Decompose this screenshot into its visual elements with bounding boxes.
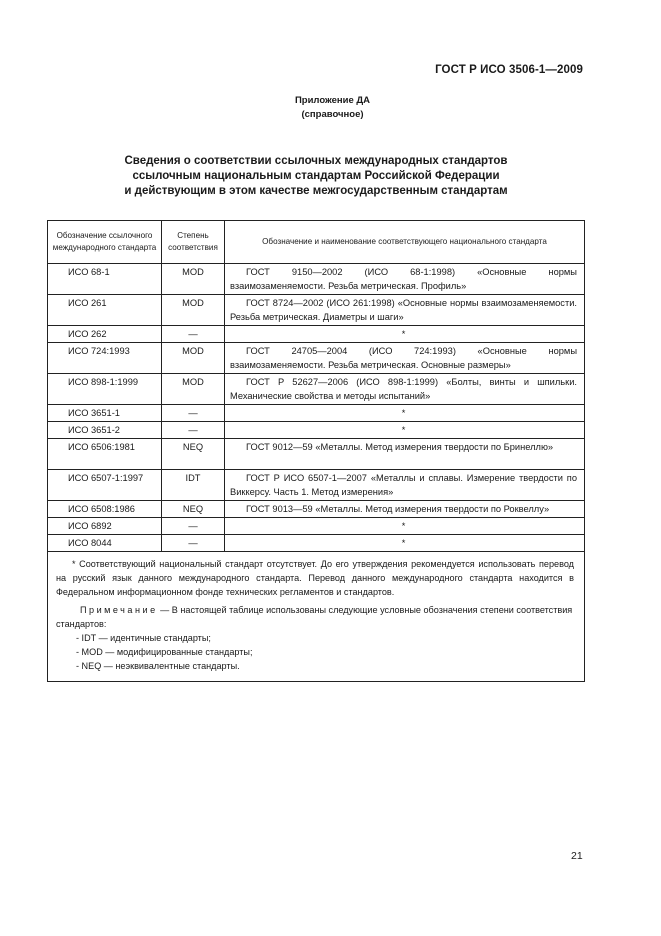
cell-national [225,264,585,295]
header-degree-of-correspondence: Степень соответствия [162,221,225,264]
table-row [48,295,585,326]
cell-national: * [225,326,585,343]
cell-degree: MOD [162,264,225,295]
annex-subtitle: (справочное) [301,109,364,120]
cell-degree: NEQ [162,439,225,470]
standards-correspondence-table [47,220,585,682]
cell-reference: ИСО 6507-1:1997 [48,470,162,501]
cell-degree: IDT [162,470,225,501]
table-row [48,470,585,501]
cell-national [225,439,585,470]
document-title-line-2: ссылочным национальным стандартам Российской Федерации [132,170,500,182]
document-title-line-3: и действующим в этом качестве межгосударственным стандартам [124,185,508,197]
page-number: 21 [571,850,583,862]
table-row [48,535,585,552]
cell-degree: — [162,405,225,422]
table-row [48,264,585,295]
table-row [48,501,585,518]
note-list-item: - IDT — идентичные стандарты; [76,633,211,643]
cell-reference: ИСО 262 [48,326,162,343]
table-row [48,343,585,374]
footnote: * Соответствующий национальный стандарт отсутствует. До его утверждения рекомендуется использовать перевод на русский язык данного международного стандарта. Перевод данного международного стандарта находится в Федеральном информационном фонде технических регламентов и стандартов. [56,559,574,597]
table-row [48,439,585,470]
table-row [48,422,585,439]
national-standard-text: ГОСТ 8724—2002 (ИСО 261:1998) «Основные нормы взаимозаменяемости. Резьба метрическая. Диаметры и шаги» [230,298,577,322]
cell-degree: — [162,422,225,439]
cell-degree: MOD [162,374,225,405]
cell-reference: ИСО 898-1:1999 [48,374,162,405]
annex-title: Приложение ДА [294,95,371,106]
table-row [48,518,585,535]
note [56,603,576,631]
table-row [48,405,585,422]
national-standard-text: ГОСТ 9012—59 «Металлы. Метод измерения твердости по Бринеллю» [246,442,554,452]
table-header-row [48,221,585,264]
cell-reference: ИСО 68-1 [48,264,162,295]
cell-reference: ИСО 6892 [48,518,162,535]
note-text: — В настоящей таблице использованы следующие условные обозначения степени соответствия стандартов: [56,605,573,629]
table-notes [48,552,585,682]
national-standard-text: ГОСТ 9150—2002 (ИСО 68-1:1998) «Основные нормы взаимозаменяемости. Резьба метрическая. Профиль» [230,267,577,291]
cell-national [225,470,585,501]
cell-national: * [225,422,585,439]
cell-national: * [225,405,585,422]
note-list-item: - NEQ — неэквивалентные стандарты. [76,661,240,671]
cell-degree: MOD [162,295,225,326]
cell-degree: — [162,535,225,552]
cell-national: * [225,518,585,535]
table-row [48,374,585,405]
cell-reference: ИСО 6506:1981 [48,439,162,470]
header-national-standard: Обозначение и наименование соответствующего национального стандарта [225,221,585,264]
cell-national [225,343,585,374]
cell-reference: ИСО 3651-2 [48,422,162,439]
national-standard-text: ГОСТ 9013—59 «Металлы. Метод измерения твердости по Роквеллу» [246,504,550,514]
standard-code-header: ГОСТ Р ИСО 3506-1—2009 [435,64,583,76]
cell-degree: — [162,518,225,535]
table-notes-row [48,552,585,682]
cell-degree: MOD [162,343,225,374]
cell-reference: ИСО 3651-1 [48,405,162,422]
header-international-standard: Обозначение ссылочного международного стандарта [48,221,162,264]
table-row [48,326,585,343]
cell-degree: NEQ [162,501,225,518]
national-standard-text: ГОСТ Р 52627—2006 (ИСО 898-1:1999) «Болты, винты и шпильки. Механические свойства и методы испытаний» [230,377,577,401]
note-list-item: - MOD — модифицированные стандарты; [76,647,253,657]
cell-national [225,295,585,326]
national-standard-text: ГОСТ 24705—2004 (ИСО 724:1993) «Основные нормы взаимозаменяемости. Резьба метрическая. Основные размеры» [230,346,577,370]
cell-national: * [225,535,585,552]
cell-reference: ИСО 724:1993 [48,343,162,374]
document-title-line-1: Сведения о соответствии ссылочных международных стандартов [124,155,508,167]
cell-reference: ИСО 8044 [48,535,162,552]
cell-national [225,374,585,405]
cell-degree: — [162,326,225,343]
national-standard-text: ГОСТ Р ИСО 6507-1—2007 «Металлы и сплавы. Измерение твердости по Виккерсу. Часть 1. Метод измерения» [230,473,577,497]
cell-national [225,501,585,518]
document-title [0,154,632,199]
note-label: Примечание [80,605,158,615]
cell-reference: ИСО 261 [48,295,162,326]
cell-reference: ИСО 6508:1986 [48,501,162,518]
